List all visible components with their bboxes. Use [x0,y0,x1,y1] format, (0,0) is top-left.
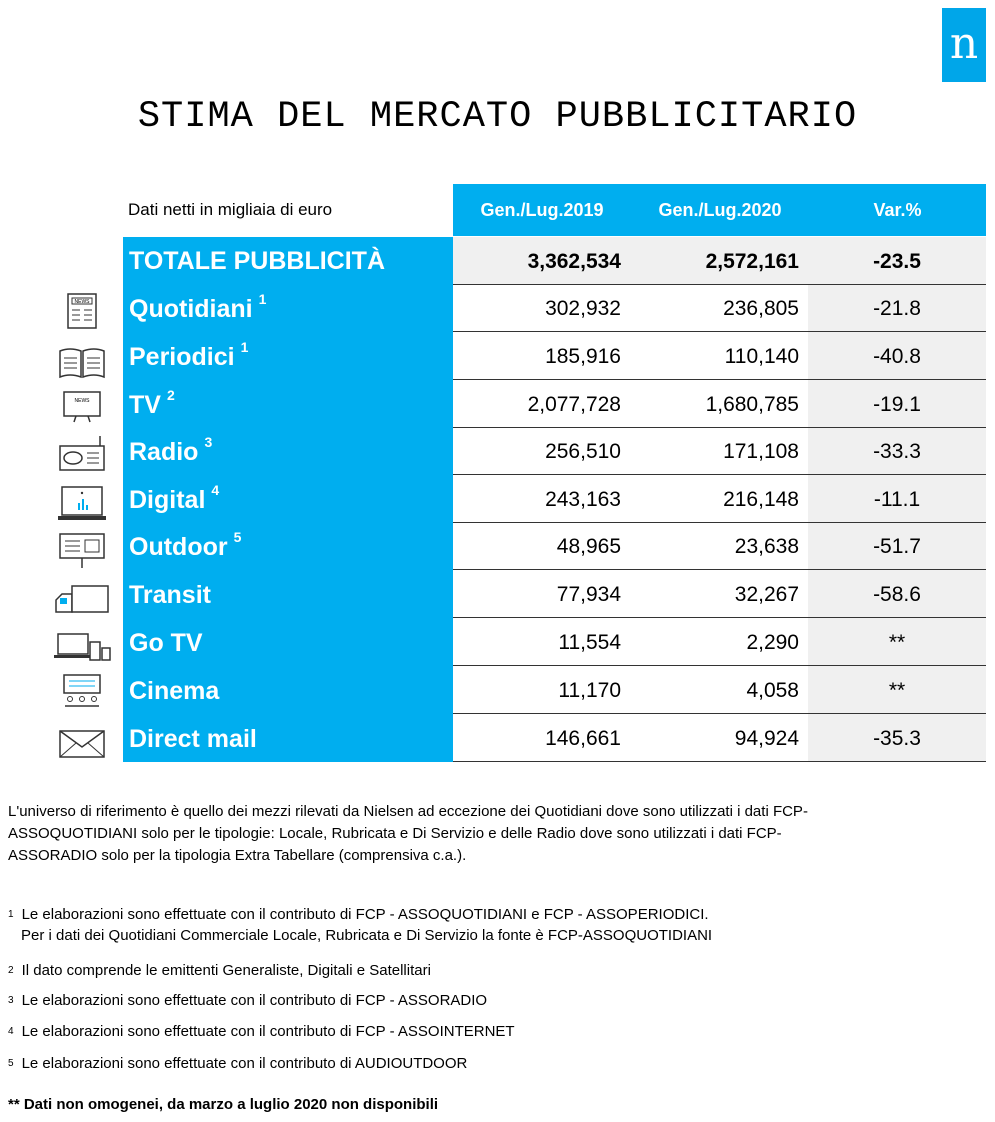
value-2020: 94,924 [734,727,799,750]
footnote-number: 3 [8,995,14,1006]
total-var: -23.5 [873,250,921,273]
page-title: STIMA DEL MERCATO PUBBLICITARIO [137,96,858,138]
row-label [129,339,249,372]
table-row [123,381,986,428]
footnote-text: Le elaborazioni sono effettuate con il contributo di FCP - ASSOINTERNET [21,1023,515,1040]
magazine-icon [52,341,112,381]
value-var: ** [888,679,906,702]
row-divider [453,379,986,380]
value-var: -21.8 [873,297,921,320]
total-row [123,237,986,285]
table-row [123,428,986,475]
header-2019: Gen./Lug.2019 [480,200,604,220]
row-label-text: Outdoor [129,533,228,561]
row-label [129,434,213,467]
envelope-icon [52,723,112,763]
row-divider [453,665,986,666]
footnote-line [8,925,712,946]
row-label [129,291,267,324]
row-divider [453,474,986,475]
row-label [129,387,175,420]
note-line: L'universo di riferimento è quello dei mezzi rilevati da Nielsen ad eccezione dei Quotidiani dove sono utilizzati i dati FCP- [8,803,808,820]
row-footnote-ref: 1 [258,291,267,307]
value-var: ** [888,631,906,654]
value-2019: 302,932 [545,297,621,320]
value-var: -40.8 [873,345,921,368]
total-2020: 2,572,161 [705,250,799,273]
footnote-line [8,990,487,1011]
value-var: -11.1 [873,488,921,511]
value-2019: 77,934 [556,583,621,606]
value-2019: 48,965 [556,535,621,558]
note-line: ASSORADIO solo per la tipologia Extra Tabellare (comprensiva c.a.). [8,847,467,864]
row-label-text: Go TV [129,629,203,657]
laptop-icon [52,483,112,523]
value-2020: 2,290 [746,631,799,654]
value-var: -58.6 [873,583,921,606]
value-2020: 23,638 [734,535,799,558]
total-label: TOTALE PUBBLICITÀ [129,247,386,275]
nielsen-logo [942,8,986,82]
total-2019: 3,362,534 [527,250,621,273]
note-line: ASSOQUOTIDIANI solo per le tipologie: Locale, Rubricata e Di Servizio e delle Radio dove sono utilizzati i dati FCP- [8,825,782,842]
value-2020: 4,058 [746,679,799,702]
row-label [129,529,242,562]
value-2020: 171,108 [723,440,799,463]
truck-icon [52,576,112,616]
value-var: -35.3 [873,727,921,750]
value-var: -19.1 [873,393,921,416]
footnote-text: Le elaborazioni sono effettuate con il contributo di FCP - ASSORADIO [21,992,488,1009]
value-2020: 216,148 [723,488,799,511]
value-2019: 256,510 [545,440,621,463]
footnote-text: Le elaborazioni sono effettuate con il contributo di FCP - ASSOQUOTIDIANI e FCP - ASSOPERIODICI. [21,906,709,923]
value-2019: 243,163 [545,488,621,511]
row-label [129,581,217,610]
footnote-text: Il dato comprende le emittenti Generaliste, Digitali e Satellitari [21,962,431,979]
footnote-number: 1 [8,909,14,920]
table-row [123,571,986,618]
footnote-text: Le elaborazioni sono effettuate con il contributo di AUDIOUTDOOR [21,1055,468,1072]
row-divider [453,761,986,762]
row-divider [453,617,986,618]
row-label-text: Direct mail [129,725,257,753]
row-footnote-ref: 5 [233,529,242,545]
svg-text:NEWS: NEWS [74,299,90,305]
row-label-text: Quotidiani [129,295,253,323]
devices-icon [52,626,112,666]
row-footnote-ref: 1 [240,339,249,355]
row-label-text: Cinema [129,677,220,705]
table-row [123,523,986,570]
table-row [123,667,986,714]
row-label-text: Transit [129,581,211,609]
table-row [123,715,986,762]
row-label-text: TV [129,391,161,419]
row-footnote-ref: 4 [211,482,220,498]
row-divider [453,569,986,570]
final-note: ** Dati non omogenei, da marzo a luglio 2020 non disponibili [8,1096,439,1113]
tv-icon [52,386,112,426]
footnote-line [8,1021,515,1042]
value-2019: 185,916 [545,345,621,368]
table-header [453,184,986,236]
row-label [129,482,220,515]
table-row [123,333,986,380]
value-2020: 32,267 [734,583,799,606]
footnote-text: Per i dati dei Quotidiani Commerciale Locale, Rubricata e Di Servizio la fonte è FCP-ASSOQUOTIDIANI [21,927,713,944]
svg-text:NEWS: NEWS [74,398,90,404]
cinema-icon [52,671,112,711]
row-label [129,725,263,754]
table-row [123,476,986,523]
value-var: -51.7 [873,535,921,558]
value-2019: 11,170 [558,679,621,702]
value-2019: 11,554 [558,631,621,654]
row-label-text: Periodici [129,343,235,371]
header-var: Var.% [873,200,922,220]
value-2020: 110,140 [724,345,799,368]
value-2019: 2,077,728 [527,393,621,416]
radio-icon [52,432,112,472]
row-footnote-ref: 2 [166,387,175,403]
footnote-number: 2 [8,965,14,976]
footnote-line [8,904,709,925]
billboard-icon [52,528,112,568]
row-divider [453,331,986,332]
logo-letter: n [949,18,979,69]
units-label: Dati netti in migliaia di euro [128,200,333,219]
value-var: -33.3 [873,440,921,463]
footnote-number: 5 [8,1058,14,1069]
value-2020: 236,805 [723,297,799,320]
row-label-text: Radio [129,438,199,466]
footnote-line [8,1053,467,1074]
row-label-text: Digital [129,486,206,514]
table-row [123,285,986,332]
newspaper-icon [52,290,112,330]
footnote-line [8,960,431,981]
value-2020: 1,680,785 [705,393,799,416]
footnote-number: 4 [8,1026,14,1037]
row-divider [453,713,986,714]
table-row [123,619,986,666]
row-label [129,677,225,706]
row-footnote-ref: 3 [204,434,213,450]
header-2020: Gen./Lug.2020 [658,200,782,220]
value-2019: 146,661 [545,727,621,750]
row-label [129,629,209,658]
